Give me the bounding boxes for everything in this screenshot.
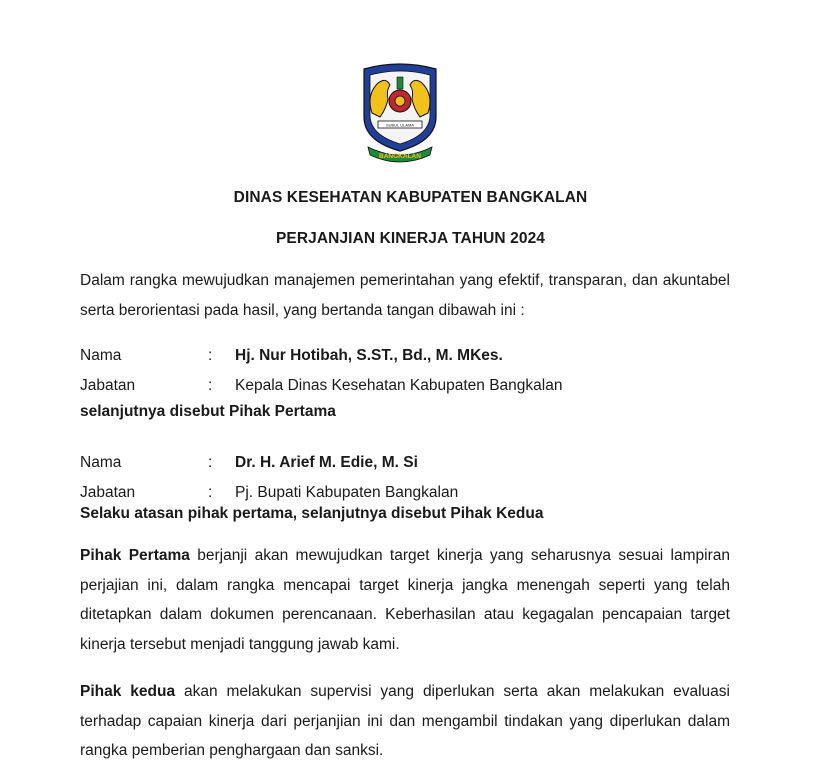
first-party-position: Kepala Dinas Kesehatan Kabupaten Bangkalan (235, 377, 563, 394)
position-label: Jabatan (80, 377, 136, 394)
emblem-motto: SUBUL ULAMA (385, 122, 415, 128)
paragraph-lead: Pihak Pertama (80, 547, 190, 564)
intro-paragraph: Dalam rangka mewujudkan manajemen pemerintahan yang efektif, transparan, dan akuntabel serta berorientasi pada hasil, yang bertanda tangan dibawah ini : (80, 272, 730, 319)
agency-title: DINAS KESEHATAN KABUPATEN BANGKALAN (233, 189, 588, 206)
first-party-designation: selanjutnya disebut Pihak Pertama (80, 403, 336, 420)
bangkalan-emblem-icon (350, 55, 450, 165)
paragraph-lead: Pihak kedua (80, 683, 176, 700)
name-label: Nama (80, 347, 122, 364)
paragraph-text: akan melakukan supervisi yang diperlukan serta akan melakukan evaluasi terhadap capaian kinerja dari perjanjian ini dan mengambil tindakan yang diperlukan dalam rangka pemberian penghargaan dan sanksi. (80, 683, 730, 759)
position-label: Jabatan (80, 484, 136, 501)
paragraph-text: berjanji akan mewujudkan target kinerja yang seharusnya sesuai lampiran perjajian ini, dalam rangka mencapai target kinerja jangka menengah seperti yang telah ditetapkan dalam dokumen perencanaan. Keberhasilan atau kegagalan pencapaian target kinerja tersebut menjadi tanggung jawab kami. (80, 547, 730, 653)
document-title: PERJANJIAN KINERJA TAHUN 2024 (275, 230, 546, 247)
second-party-designation: Selaku atasan pihak pertama, selanjutnya disebut Pihak Kedua (80, 505, 544, 522)
emblem-label: BANGKALAN (379, 153, 421, 160)
colon: : (208, 347, 213, 364)
supervision-paragraph (80, 677, 730, 766)
colon: : (208, 484, 213, 501)
name-label: Nama (80, 454, 122, 471)
first-party-name: Hj. Nur Hotibah, S.ST., Bd., M. MKes. (235, 347, 503, 364)
colon: : (208, 377, 213, 394)
second-party-position: Pj. Bupati Kabupaten Bangkalan (235, 484, 459, 501)
second-party-name: Dr. H. Arief M. Edie, M. Si (235, 454, 418, 471)
colon: : (208, 454, 213, 471)
commitment-paragraph (80, 541, 730, 659)
